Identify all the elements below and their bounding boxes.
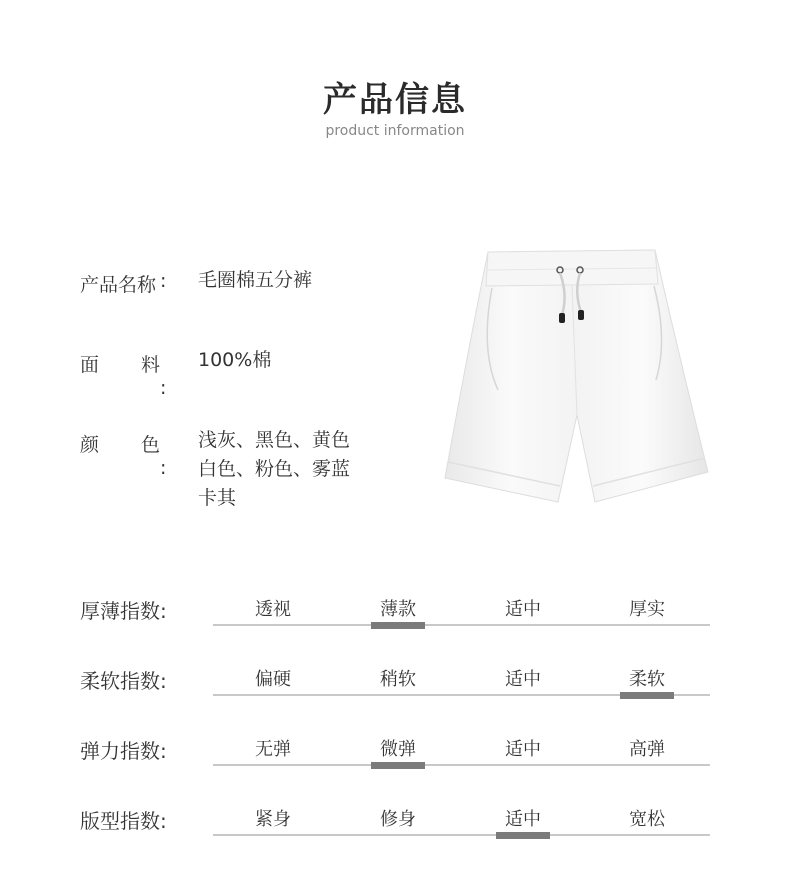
color-line: 白色、粉色、雾蓝	[198, 458, 351, 480]
index-track-line	[213, 764, 710, 766]
index-label: 厚薄指数:	[80, 599, 167, 623]
index-label: 柔软指数:	[80, 669, 167, 693]
selected-indicator	[371, 622, 425, 629]
index-option: 透视	[255, 599, 291, 620]
index-option: 适中	[505, 669, 541, 690]
index-option: 紧身	[255, 809, 291, 830]
info-value-fabric: 100%棉	[198, 349, 272, 371]
page-title: 产品信息	[323, 80, 467, 120]
index-row	[80, 801, 710, 851]
selected-indicator	[620, 692, 674, 699]
index-track-line	[213, 624, 710, 626]
index-option: 柔软	[629, 669, 665, 690]
char-1: 颜	[80, 434, 100, 456]
colon: :	[160, 270, 167, 292]
char-2: 料	[140, 354, 160, 376]
index-row	[80, 731, 710, 781]
info-label-color	[80, 430, 175, 479]
selected-indicator	[496, 832, 550, 839]
info-label-color-chars	[80, 430, 160, 457]
selected-indicator	[371, 762, 425, 769]
index-option: 厚实	[629, 599, 665, 620]
index-option: 无弹	[255, 739, 291, 760]
index-option: 适中	[505, 739, 541, 760]
page-subtitle: product information	[325, 123, 465, 139]
color-line: 浅灰、黑色、黄色	[198, 429, 351, 451]
index-label: 版型指数:	[80, 809, 167, 833]
index-track-line	[213, 834, 710, 836]
info-label-text: 产品名称	[80, 274, 157, 296]
index-option: 稍软	[380, 669, 416, 690]
index-option: 高弹	[629, 739, 665, 760]
index-option: 微弹	[380, 739, 416, 760]
index-option: 修身	[380, 809, 416, 830]
colon: :	[160, 457, 167, 479]
char-1: 面	[80, 354, 100, 376]
info-value-name: 毛圈棉五分裤	[198, 269, 313, 291]
index-label: 弹力指数:	[80, 739, 167, 763]
color-line: 卡其	[198, 487, 237, 509]
index-option: 适中	[505, 599, 541, 620]
index-option: 宽松	[629, 809, 665, 830]
index-row	[80, 661, 710, 711]
index-row	[80, 591, 710, 641]
index-option: 薄款	[380, 599, 416, 620]
info-label-fabric-chars	[80, 350, 160, 377]
white-shorts-illustration	[440, 240, 715, 515]
info-value-color	[198, 426, 378, 513]
info-label-name	[80, 270, 175, 297]
char-2: 色	[140, 434, 160, 456]
info-label-fabric	[80, 350, 175, 399]
index-option: 适中	[505, 809, 541, 830]
colon: :	[160, 377, 167, 399]
index-option: 偏硬	[255, 669, 291, 690]
